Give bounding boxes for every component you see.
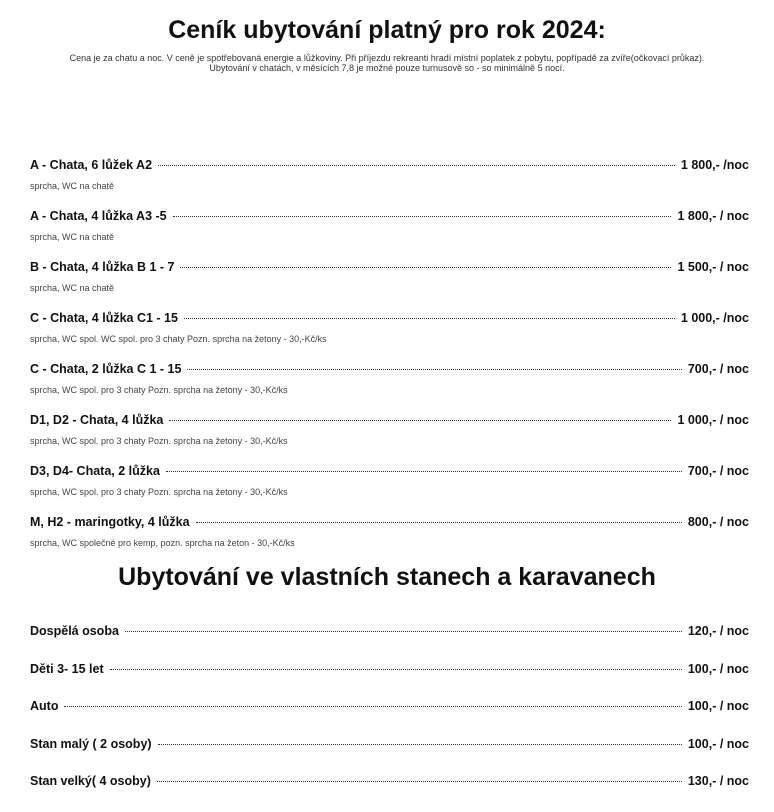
item-price: 700,- / noc xyxy=(687,362,749,376)
item-price: 1 800,- /noc xyxy=(680,158,749,172)
dotted-leader xyxy=(158,744,682,745)
camping-price-list xyxy=(30,624,749,812)
price-item xyxy=(30,209,749,260)
price-item xyxy=(30,158,749,209)
price-row xyxy=(30,209,749,223)
item-name: B - Chata, 4 lůžka B 1 - 7 xyxy=(30,260,175,274)
price-row xyxy=(30,774,749,788)
price-row xyxy=(30,624,749,638)
price-item xyxy=(30,662,749,700)
item-name: C - Chata, 2 lůžka C 1 - 15 xyxy=(30,362,182,376)
page-title: Ceník ubytování platný pro rok 2024: xyxy=(168,16,606,44)
item-description: sprcha, WC spol. pro 3 chaty Pozn. sprcha na žetony - 30,-Kč/ks xyxy=(30,487,288,497)
cabin-price-list xyxy=(30,158,749,566)
item-name: D1, D2 - Chata, 4 lůžka xyxy=(30,413,164,427)
price-row xyxy=(30,515,749,529)
item-name: A - Chata, 6 lůžek A2 xyxy=(30,158,153,172)
price-item xyxy=(30,260,749,311)
dotted-leader xyxy=(184,318,675,319)
intro-line: Ubytování v chatách, v měsících 7,8 je možné pouze turnusově so - so minimálně 5 nocí. xyxy=(209,63,565,73)
dotted-leader xyxy=(125,631,682,632)
item-name: Auto xyxy=(30,699,59,713)
item-description: sprcha, WC spol. WC spol. pro 3 chaty Pozn. sprcha na žetony - 30,-Kč/ks xyxy=(30,334,327,344)
dotted-leader xyxy=(158,165,675,166)
item-price: 100,- / noc xyxy=(687,661,749,676)
item-description: sprcha, WC spol. pro 3 chaty Pozn. sprcha na žetony - 30,-Kč/ks xyxy=(30,385,288,395)
dotted-leader xyxy=(157,781,682,782)
item-name: Dospělá osoba xyxy=(30,624,119,638)
item-name: C - Chata, 4 lůžka C1 - 15 xyxy=(30,311,178,325)
price-item xyxy=(30,774,749,812)
item-price: 800,- / noc xyxy=(687,515,749,529)
item-price: 1 000,- / noc xyxy=(677,413,749,427)
dotted-leader xyxy=(173,216,672,217)
price-row xyxy=(30,311,749,325)
item-price: 1 800,- / noc xyxy=(677,209,749,223)
intro-line: Cena je za chatu a noc. V ceně je spotřebovaná energie a lůžkoviny. Při příjezdu rekreanti hradí místní poplatek z pobytu, popřípadě za zvíře(očkovací průkaz). xyxy=(69,53,705,63)
item-price: 700,- / noc xyxy=(687,464,749,478)
item-name: Stan velký( 4 osoby) xyxy=(30,774,151,788)
dotted-leader xyxy=(110,669,682,670)
price-item xyxy=(30,515,749,566)
dotted-leader xyxy=(64,706,681,707)
price-row xyxy=(30,464,749,478)
item-name: A - Chata, 4 lůžka A3 -5 xyxy=(30,209,167,223)
price-row xyxy=(30,413,749,427)
dotted-leader xyxy=(187,369,681,370)
price-row xyxy=(30,699,749,713)
price-row xyxy=(30,737,749,751)
dotted-leader xyxy=(180,267,671,268)
price-item xyxy=(30,311,749,362)
item-price: 120,- / noc xyxy=(687,624,749,638)
price-item xyxy=(30,362,749,413)
item-name: Děti 3- 15 let xyxy=(30,661,104,676)
price-row xyxy=(30,158,749,172)
item-description: sprcha, WC spol. pro 3 chaty Pozn. sprcha na žetony - 30,-Kč/ks xyxy=(30,436,288,446)
item-price: 1 000,- /noc xyxy=(680,311,749,325)
price-item xyxy=(30,464,749,515)
intro-text xyxy=(0,53,774,73)
item-description: sprcha, WC společné pro kemp, pozn. sprcha na žeton - 30,-Kč/ks xyxy=(30,538,295,548)
price-item xyxy=(30,737,749,775)
item-description: sprcha, WC na chatě xyxy=(30,181,115,191)
dotted-leader xyxy=(166,471,682,472)
item-name: M, H2 - maringotky, 4 lůžka xyxy=(30,515,190,529)
price-row xyxy=(30,362,749,376)
item-name: Stan malý ( 2 osoby) xyxy=(30,736,152,751)
item-description: sprcha, WC na chatě xyxy=(30,283,115,293)
item-price: 100,- / noc xyxy=(687,736,749,751)
price-item xyxy=(30,413,749,464)
price-item xyxy=(30,699,749,737)
dotted-leader xyxy=(169,420,671,421)
camping-title: Ubytování ve vlastních stanech a karavanech xyxy=(118,563,656,591)
dotted-leader xyxy=(196,522,682,523)
item-price: 1 500,- / noc xyxy=(677,260,749,274)
item-description: sprcha, WC na chatě xyxy=(30,232,115,242)
item-price: 130,- / noc xyxy=(687,774,749,788)
item-name: D3, D4- Chata, 2 lůžka xyxy=(30,464,160,478)
price-row xyxy=(30,662,749,676)
price-row xyxy=(30,260,749,274)
item-price: 100,- / noc xyxy=(687,699,749,713)
price-item xyxy=(30,624,749,662)
